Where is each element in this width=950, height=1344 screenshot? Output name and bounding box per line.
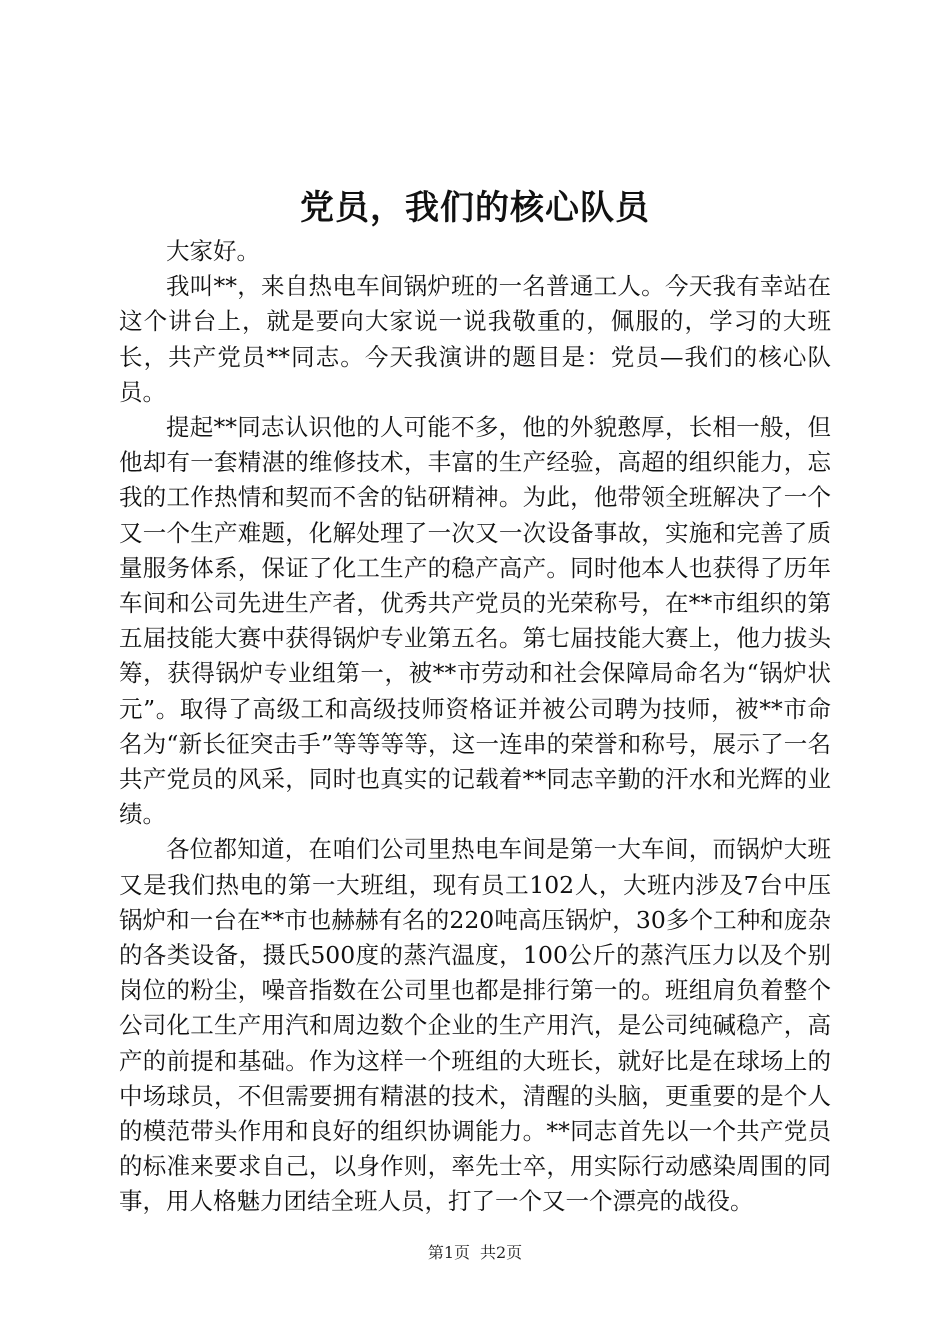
page-number-total: 共2页 — [480, 1243, 523, 1262]
page-number-current: 第1页 — [427, 1243, 470, 1262]
page-title: 党员，我们的核心队员 — [300, 188, 650, 228]
document-body — [119, 234, 831, 1220]
paragraph-achievements: 提起**同志认识他的人可能不多，他的外貌憨厚，长相一般，但他却有一套精湛的维修技术，丰富的生产经验，高超的组织能力，忘我的工作热情和契而不舍的钻研精神。为此，他带领全班解决了一个又一个生产难题，化解处理了一次又一次设备事故，实施和完善了质量服务体系，保证了化工生产的稳产高产。同时他本人也获得了历年车间和公司先进生产者，优秀共产党员的光荣称号，在**市组织的第五届技能大赛中获得锅炉专业第五名。第七届技能大赛上，他力拔头筹，获得锅炉专业组第一，被**市劳动和社会保障局命名为“锅炉状元”。取得了高级工和高级技师资格证并被公司聘为技师，被**市命名为“新长征突击手”等等等等，这一连串的荣誉和称号，展示了一名共产党员的风采，同时也真实的记载着**同志辛勤的汗水和光辉的业绩。 — [119, 413, 831, 829]
paragraph-greeting: 大家好。 — [166, 237, 260, 265]
paragraph-introduction: 我叫**，来自热电车间锅炉班的一名普通工人。今天我有幸站在这个讲台上，就是要向大家说一说我敬重的，佩服的，学习的大班长，共产党员**同志。今天我演讲的题目是：党员—我们的核心队员。 — [119, 272, 831, 406]
page-footer — [0, 1242, 950, 1264]
paragraph-team-description: 各位都知道，在咱们公司里热电车间是第一大车间，而锅炉大班又是我们热电的第一大班组，现有员工102人，大班内涉及7台中压锅炉和一台在**市也赫赫有名的220吨高压锅炉，30多个工种和庞杂的各类设备，摄氏500度的蒸汽温度，100公斤的蒸汽压力以及个别岗位的粉尘，噪音指数在公司里也都是排行第一的。班组肩负着整个公司化工生产用汽和周边数个企业的生产用汽，是公司纯碱稳产，高产的前提和基础。作为这样一个班组的大班长，就好比是在球场上的中场球员，不但需要拥有精湛的技术，清醒的头脑，更重要的是个人的模范带头作用和良好的组织协调能力。**同志首先以一个共产党员的标准来要求自己，以身作则，率先士卒，用实际行动感染周围的同事，用人格魅力团结全班人员，打了一个又一个漂亮的战役。 — [119, 835, 831, 1216]
